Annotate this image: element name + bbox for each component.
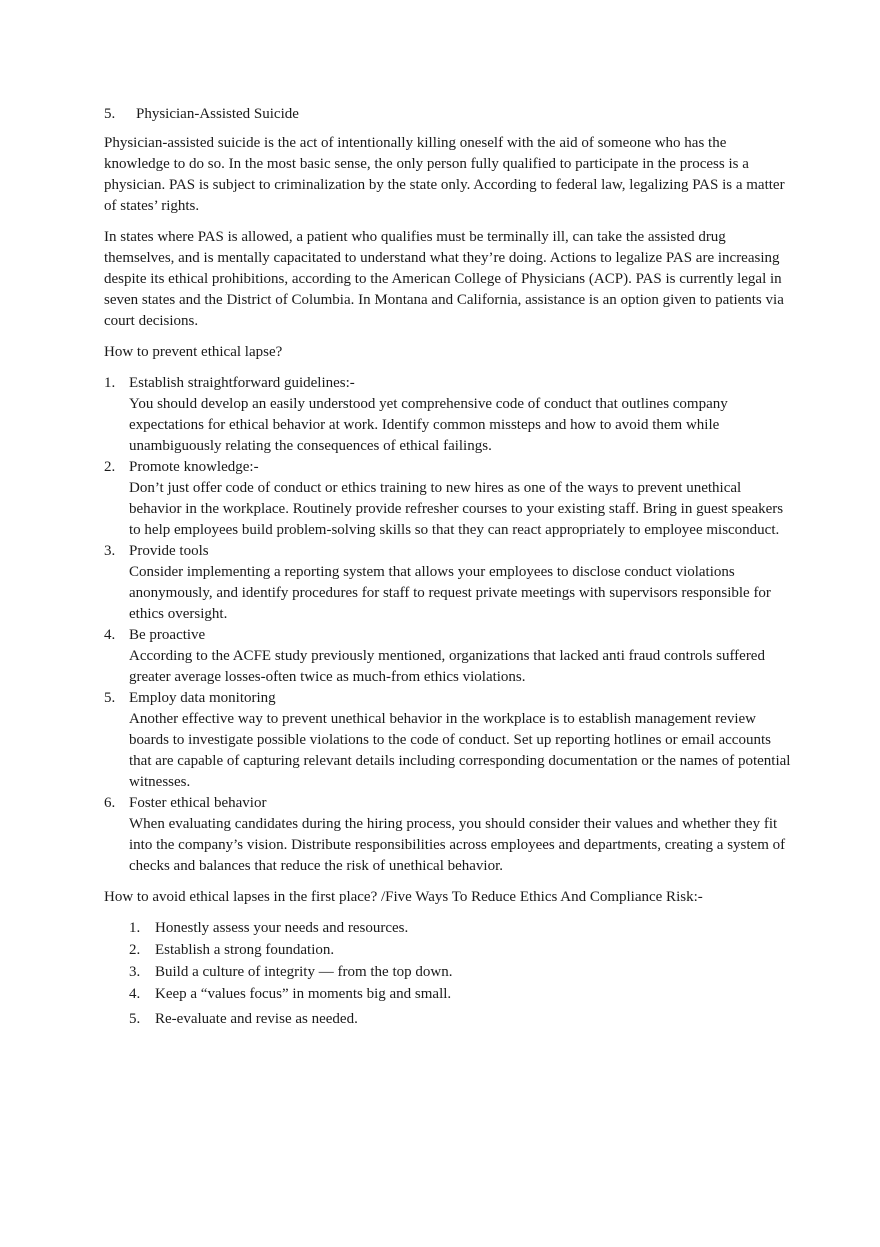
prevent-question: How to prevent ethical lapse? bbox=[104, 344, 283, 360]
list-item bbox=[104, 625, 794, 688]
prevent-steps-list bbox=[104, 373, 794, 877]
list-item-title: Foster ethical behavior bbox=[129, 795, 267, 811]
list-item-number: 1. bbox=[104, 375, 116, 391]
list-item bbox=[129, 918, 794, 939]
list-item-number: 2. bbox=[104, 459, 116, 475]
list-item bbox=[104, 688, 794, 793]
list-item bbox=[129, 940, 794, 961]
section-title: Physician-Assisted Suicide bbox=[136, 106, 299, 122]
list-item-number: 3. bbox=[129, 964, 141, 980]
list-item-number: 1. bbox=[129, 920, 141, 936]
list-item-text: According to the ACFE study previously mentioned, organizations that lacked anti fraud controls suffered greater average losses-often twice as much-from ethics violations. bbox=[129, 648, 765, 685]
list-item-number: 4. bbox=[129, 986, 141, 1002]
list-item-number: 5. bbox=[129, 1011, 141, 1027]
list-item-number: 4. bbox=[104, 627, 116, 643]
list-item-title: Be proactive bbox=[129, 627, 206, 643]
list-item-text: Re-evaluate and revise as needed. bbox=[155, 1011, 358, 1027]
list-item-text: Another effective way to prevent unethical behavior in the workplace is to establish management review boards to investigate possible violations to the code of conduct. Set up reporting hotlines or email accounts that are capable of capturing relevant details including corresponding documentation or the names of potential witnesses. bbox=[129, 711, 791, 790]
list-item-text: Keep a “values focus” in moments big and small. bbox=[155, 986, 452, 1002]
list-item bbox=[129, 984, 794, 1005]
list-item bbox=[104, 457, 794, 541]
list-item-text: Don’t just offer code of conduct or ethics training to new hires as one of the ways to prevent unethical behavior in the workplace. Routinely provide refresher courses to your existing staff. Bring in guest speakers to help employees build problem-solving skills so that they can react appropriately to employee misconduct. bbox=[129, 480, 784, 538]
list-item-number: 6. bbox=[104, 795, 116, 811]
list-item-title: Provide tools bbox=[129, 543, 209, 559]
list-item bbox=[129, 1009, 794, 1030]
list-item bbox=[129, 962, 794, 983]
paragraph-pas-definition: Physician-assisted suicide is the act of intentionally killing oneself with the aid of someone who has the knowledge to do so. In the most basic sense, the only person fully qualified to participate in the process is a physician. PAS is subject to criminalization by the state only. According to federal law, legalizing PAS is a matter of states’ rights. bbox=[104, 135, 785, 214]
avoid-question: How to avoid ethical lapses in the first place? /Five Ways To Reduce Ethics And Compliance Risk:- bbox=[104, 889, 703, 905]
list-item-title: Promote knowledge:- bbox=[129, 459, 259, 475]
list-item-number: 5. bbox=[104, 690, 116, 706]
list-item bbox=[104, 541, 794, 625]
list-item bbox=[104, 793, 794, 877]
list-item-text: When evaluating candidates during the hiring process, you should consider their values and whether they fit into the company’s vision. Distribute responsibilities across employees and departments, creating a system of checks and balances that reduce the risk of unethical behavior. bbox=[129, 816, 786, 874]
list-item-text: Establish a strong foundation. bbox=[155, 942, 335, 958]
list-item-number: 2. bbox=[129, 942, 141, 958]
paragraph-pas-legality: In states where PAS is allowed, a patient who qualifies must be terminally ill, can take the assisted drug themselves, and is mentally capacitated to understand what they’re doing. Actions to legalize PAS are increasing despite its ethical prohibitions, according to the American College of Physicians (ACP). PAS is currently legal in seven states and the District of Columbia. In Montana and California, assistance is an option given to patients via court decisions. bbox=[104, 229, 784, 329]
document-page bbox=[104, 104, 794, 1031]
list-item-text: Build a culture of integrity — from the top down. bbox=[155, 964, 453, 980]
list-item-title: Employ data monitoring bbox=[129, 690, 276, 706]
section-number: 5. bbox=[104, 106, 116, 122]
list-item-text: Honestly assess your needs and resources. bbox=[155, 920, 409, 936]
section-heading bbox=[104, 104, 794, 125]
avoid-steps-list bbox=[104, 918, 794, 1030]
list-item-text: You should develop an easily understood yet comprehensive code of conduct that outlines company expectations for ethical behavior at work. Identify common missteps and how to avoid them while unambiguously relating the consequences of ethical failings. bbox=[129, 396, 728, 454]
list-item-text: Consider implementing a reporting system that allows your employees to disclose conduct violations anonymously, and identify procedures for staff to request private meetings with supervisors responsible for ethics oversight. bbox=[129, 564, 771, 622]
list-item-title: Establish straightforward guidelines:- bbox=[129, 375, 355, 391]
list-item-number: 3. bbox=[104, 543, 116, 559]
list-item bbox=[104, 373, 794, 457]
